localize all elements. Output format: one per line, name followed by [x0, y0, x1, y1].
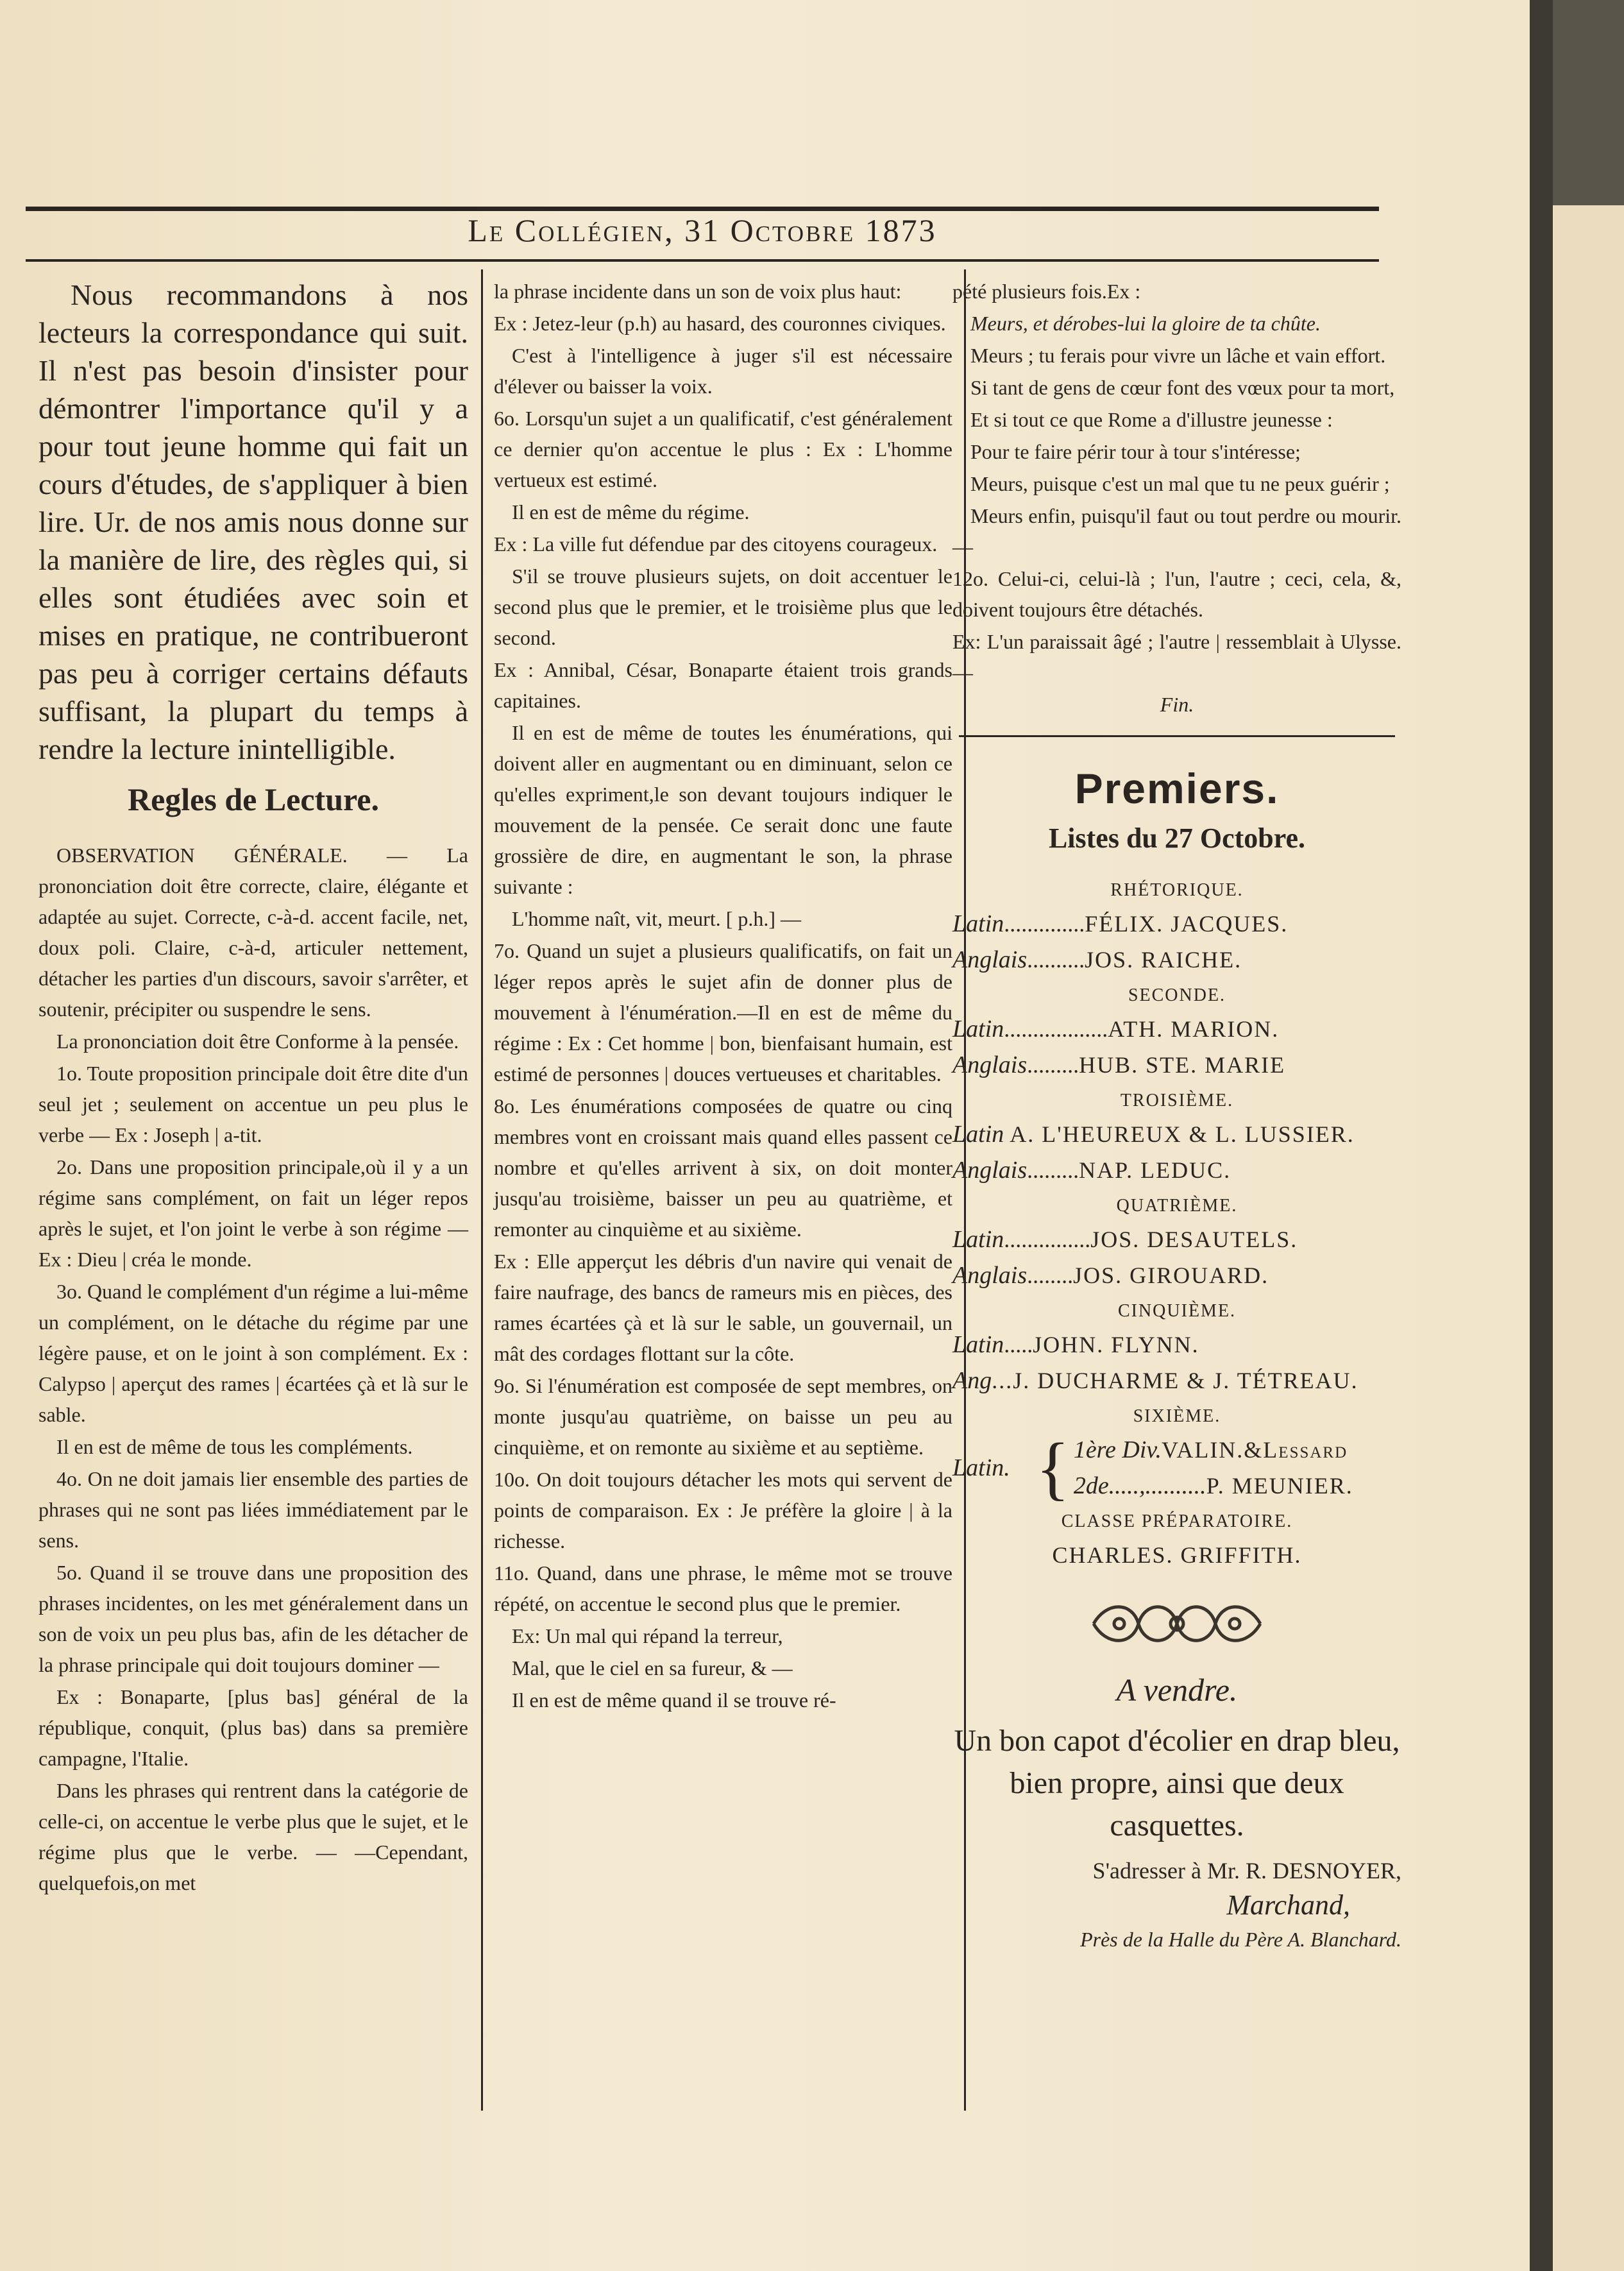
ad-contact: S'adresser à Mr. R. DESNOYER, — [1092, 1858, 1401, 1884]
paragraph: 10o. On doit toujours détacher les mots qui servent de points de comparaison. Ex : Je préfère la gloire | à la richesse. — [494, 1468, 952, 1552]
section-divider — [959, 735, 1395, 737]
paragraph: Ex : Bonaparte, [plus bas] général de la république, conquit, (plus bas) dans sa première campagne, l'Italie. — [38, 1685, 468, 1770]
class-heading: TROISIÈME. — [1120, 1091, 1234, 1110]
column-1 — [38, 276, 468, 1900]
student-name: VALIN.&Lessard — [1161, 1437, 1348, 1463]
division-label: 1ère Div. — [1073, 1436, 1162, 1463]
leader-dots: ..... — [1004, 1332, 1033, 1357]
column-2 — [494, 276, 952, 1717]
paragraph: L'homme naît, vit, meurt. [ p.h.] — — [512, 907, 802, 930]
adjacent-page-top — [1553, 0, 1624, 205]
subject-label: Latin — [952, 1121, 1004, 1148]
leader-dots: .......... — [1027, 947, 1085, 973]
ranking-row — [952, 1152, 1401, 1188]
verse-line: Meurs, et dérobes-lui la gloire de ta chûte. — [970, 312, 1321, 335]
subject-label: Latin — [952, 1331, 1004, 1358]
paragraph: Il en est de même de toutes les énumérations, qui doivent aller en augmentant ou en diminuant, selon ce qu'elles expriment,le son devant toujours indiquer le mouvement de la pensée. Ce serait donc une faute grossière de dire, en augmentant le son, la phrase suivante : — [494, 721, 952, 898]
paragraph: 11o. Quand, dans une phrase, le même mot se trouve répété, on accentue le second plus que le premier. — [494, 1561, 952, 1615]
column-rule-1 — [481, 269, 483, 2111]
student-name: ...J. DUCHARME & J. TÉTREAU. — [992, 1368, 1358, 1393]
subject-label: Latin — [952, 1016, 1004, 1042]
paragraph: 4o. On ne doit jamais lier ensemble des parties de phrases qui ne sont pas liées immédiatement par le sens. — [38, 1467, 468, 1552]
paragraph: 1o. Toute proposition principale doit être dite d'un seul jet ; seulement on accentue un peu plus le verbe — Ex : Joseph | a-tit. — [38, 1062, 468, 1146]
page-edge-shadow — [1530, 0, 1553, 2271]
student-name: CHARLES. GRIFFITH. — [1052, 1542, 1302, 1568]
class-heading: CINQUIÈME. — [1117, 1301, 1237, 1321]
article-title: Regles de Lecture. — [127, 781, 380, 817]
student-name: FÉLIX. JACQUES. — [1085, 911, 1289, 937]
paragraph: Ex: Un mal qui répand la terreur, — [512, 1624, 783, 1647]
paragraph: Ex : Elle apperçut les débris d'un navire qui venait de faire naufrage, des bancs de rameurs mis en pièces, des rames écartées çà et là sur le sable, un gouvernail, un mât des cordages flottant sur la côte. — [494, 1250, 952, 1365]
brace-icon: { — [1036, 1429, 1070, 1507]
ranking-row — [952, 1116, 1401, 1152]
paragraph: Il en est de même quand il se trouve ré- — [512, 1688, 836, 1712]
subject-label: Latin — [952, 910, 1004, 937]
paragraph: Ex: L'un paraissait âgé ; l'autre | ressemblait à Ulysse. — — [952, 630, 1401, 684]
verse-line: Meurs, puisque c'est un mal que tu ne peux guérir ; — [970, 472, 1390, 495]
student-name: ATH. MARION. — [1108, 1016, 1280, 1042]
paragraph: Dans les phrases qui rentrent dans la catégorie de celle-ci, on accentue le verbe plus que le sujet, et le régime plus que le verbe. — —Cependant, quelquefois,on met — [38, 1779, 468, 1894]
ranking-row — [952, 1257, 1401, 1293]
ad-text: Un bon capot d'écolier en drap bleu, bien propre, ainsi que deux casquettes. — [954, 1724, 1400, 1842]
ranking-row — [952, 1327, 1401, 1363]
premiers-heading: Premiers. — [1074, 765, 1280, 812]
verse-line: Et si tout ce que Rome a d'illustre jeunesse : — [970, 408, 1333, 431]
listes-heading: Listes du 27 Octobre. — [1048, 822, 1306, 854]
masthead-rule-top — [26, 207, 1379, 211]
verse-line: Meurs enfin, puisqu'il faut ou tout perdre ou mourir.— — [952, 504, 1401, 558]
class-heading: SECONDE. — [1128, 985, 1226, 1005]
subject-label: Latin. — [952, 1454, 1010, 1481]
ad-merchant: Marchand, — [1226, 1889, 1350, 1921]
student-name: JOHN. FLYNN. — [1033, 1332, 1199, 1357]
subject-label: Anglais — [952, 1262, 1028, 1289]
paragraph: Il en est de même de tous les compléments. — [56, 1435, 413, 1458]
verse-line: Si tant de gens de cœur font des vœux pour ta mort, — [970, 376, 1395, 399]
intro-paragraph — [38, 276, 468, 768]
paragraph: Ex : Jetez-leur (p.h) au hasard, des couronnes civiques. — [494, 312, 946, 335]
ad-heading: A vendre. — [1116, 1672, 1238, 1708]
student-name: P. MEUNIER. — [1206, 1473, 1353, 1499]
leader-dots: ............... — [1004, 1227, 1091, 1252]
division-list — [1074, 1432, 1353, 1504]
adjacent-page — [1553, 0, 1624, 2271]
column-3 — [952, 276, 1401, 1952]
paragraph: OBSERVATION GÉNÉRALE. — La prononciation doit être correcte, claire, élégante et adaptée au sujet. Correcte, c-à-d. accent facile, net, doux poli. Claire, c-à-d, articuler nettement, détacher les parties d'un discours, savoir s'arrêter, et soutenir, précipiter ou suspendre le sens. — [38, 844, 468, 1021]
paragraph: La prononciation doit être Conforme à la pensée. — [56, 1030, 459, 1053]
paragraph: 5o. Quand il se trouve dans une proposition des phrases incidentes, on les met généralement dans un son de voix un peu plus bas, afin de les détacher de la phrase principale qui doit toujours dominer — — [38, 1561, 468, 1676]
paragraph: Ex : Annibal, César, Bonaparte étaient trois grands capitaines. — [494, 658, 952, 712]
ad-address: Près de la Halle du Père A. Blanchard. — [1080, 1928, 1401, 1951]
paragraph: 9o. Si l'énumération est composée de sept membres, on monte jusqu'au quatrième, on baisse un peu au cinquième, et on remonte au sixième et au septième. — [494, 1374, 952, 1459]
paragraph: Il en est de même du régime. — [512, 500, 750, 523]
verse-line: Meurs ; tu ferais pour vivre un lâche et vain effort. — [970, 344, 1386, 367]
ranking-row — [952, 1537, 1401, 1573]
paragraph: 6o. Lorsqu'un sujet a un qualificatif, c'est généralement ce dernier qu'on accentue le plus : Ex : L'homme vertueux est estimé. — [494, 407, 952, 491]
paragraph: 2o. Dans une proposition principale,où il y a un régime sans complément, on fait un léger repos après le sujet, et l'on joint le verbe à son régime — Ex : Dieu | créa le monde. — [38, 1155, 468, 1271]
ranking-row — [952, 1363, 1401, 1399]
class-heading: RHÉTORIQUE. — [1110, 880, 1244, 900]
subject-label: Anglais — [952, 946, 1028, 973]
article-end-mark: Fin. — [1160, 693, 1194, 716]
subject-label: Anglais — [952, 1157, 1028, 1184]
ranking-row — [1074, 1432, 1353, 1468]
paragraph: la phrase incidente dans un son de voix plus haut: — [494, 280, 902, 303]
student-name: A. L'HEUREUX & L. LUSSIER. — [1010, 1121, 1355, 1147]
paragraph: C'est à l'intelligence à juger s'il est nécessaire d'élever ou baisser la voix. — [494, 344, 952, 398]
class-heading: SIXIÈME. — [1133, 1406, 1221, 1426]
paragraph: 7o. Quand un sujet a plusieurs qualificatifs, on fait un léger repos après le sujet afin de donner plus de mouvement à l'énumération.—Il en est de même du régime : Ex : Cet homme | bon, bienfaisant humain, est estimé de personnes | douces vertueuses et charitables. — [494, 939, 952, 1085]
subject-label: Ang — [952, 1367, 992, 1394]
division-label: 2de.....,.......... — [1073, 1472, 1206, 1499]
leader-dots: ......... — [1027, 1052, 1079, 1078]
ranking-row — [952, 1011, 1401, 1047]
leader-dots: ........ — [1027, 1263, 1074, 1288]
sixieme-group — [952, 1429, 1401, 1507]
student-name: JOS. RAICHE. — [1085, 947, 1242, 973]
paragraph: 3o. Quand le complément d'un régime a lui-même un complément, on le détache du régime par une légère pause, et on le joint à son complément. Ex : Calypso | aperçut des rames | écartées çà et là sur le sable. — [38, 1280, 469, 1426]
leader-dots: .............. — [1004, 911, 1085, 937]
verse-line: Pour te faire périr tour à tour s'intéresse; — [970, 440, 1301, 463]
paragraph: Ex : La ville fut défendue par des citoyens courageux. — [494, 532, 938, 556]
paragraph: 8o. Les énumérations composées de quatre ou cinq membres vont en croissant mais quand elles passent ce nombre et qu'elles arrivent à six, on doit monter jusqu'au troisième, baisser un peu au quatrième, et remonter au cinquième et au sixième. — [494, 1094, 952, 1241]
student-name: NAP. LEDUC. — [1079, 1157, 1231, 1183]
ornament-graphic — [1081, 1595, 1273, 1653]
ranking-row — [952, 942, 1401, 978]
leader-dots: ......... — [1027, 1157, 1079, 1183]
ranking-row — [952, 1221, 1401, 1257]
article-body-continued — [494, 276, 952, 1715]
intro-text: Nous recommandons à nos lecteurs la correspondance qui suit. Il n'est pas besoin d'insister pour démontrer l'importance qu'il y a pour tout jeune homme qui fait un cours d'études, de s'appliquer à bien lire. Ur. de nos amis nous donne sur la manière de lire, des règles qui, si elles sont étudiées avec soin et mises en pratique, ne contribueront pas peu à corriger certains défauts suffisant, la plupart du temps à rendre la lecture inintelligible. — [38, 278, 468, 765]
student-name: JOS. DESAUTELS. — [1090, 1227, 1298, 1252]
masthead-rule-bottom — [26, 259, 1379, 262]
class-heading: CLASSE PRÉPARATOIRE. — [1061, 1511, 1293, 1531]
paragraph: pété plusieurs fois.Ex : — [952, 280, 1141, 303]
ranking-row — [952, 1047, 1401, 1083]
flourish-ornament-icon — [952, 1595, 1401, 1656]
class-heading: QUATRIÈME. — [1116, 1196, 1238, 1216]
paragraph: Mal, que le ciel en sa fureur, & — — [512, 1656, 793, 1680]
student-name: JOS. GIROUARD. — [1073, 1263, 1269, 1288]
student-name: HUB. STE. MARIE — [1079, 1052, 1286, 1078]
ranking-row — [952, 906, 1401, 942]
subject-label: Latin — [952, 1226, 1004, 1253]
paragraph: S'il se trouve plusieurs sujets, on doit accentuer le second plus que le premier, et le troisième plus que le second. — [494, 565, 952, 649]
paragraph: 12o. Celui-ci, celui-là ; l'un, l'autre ; ceci, cela, &, doivent toujours être détachés. — [952, 567, 1401, 621]
leader-dots: .................. — [1004, 1016, 1108, 1042]
ranking-row — [1074, 1468, 1353, 1504]
masthead: Le Collégien, 31 Octobre 1873 — [468, 212, 937, 248]
article-body — [38, 840, 468, 1898]
subject-label-group — [952, 1450, 1036, 1486]
subject-label: Anglais — [952, 1051, 1028, 1078]
article-ending — [952, 276, 1401, 720]
